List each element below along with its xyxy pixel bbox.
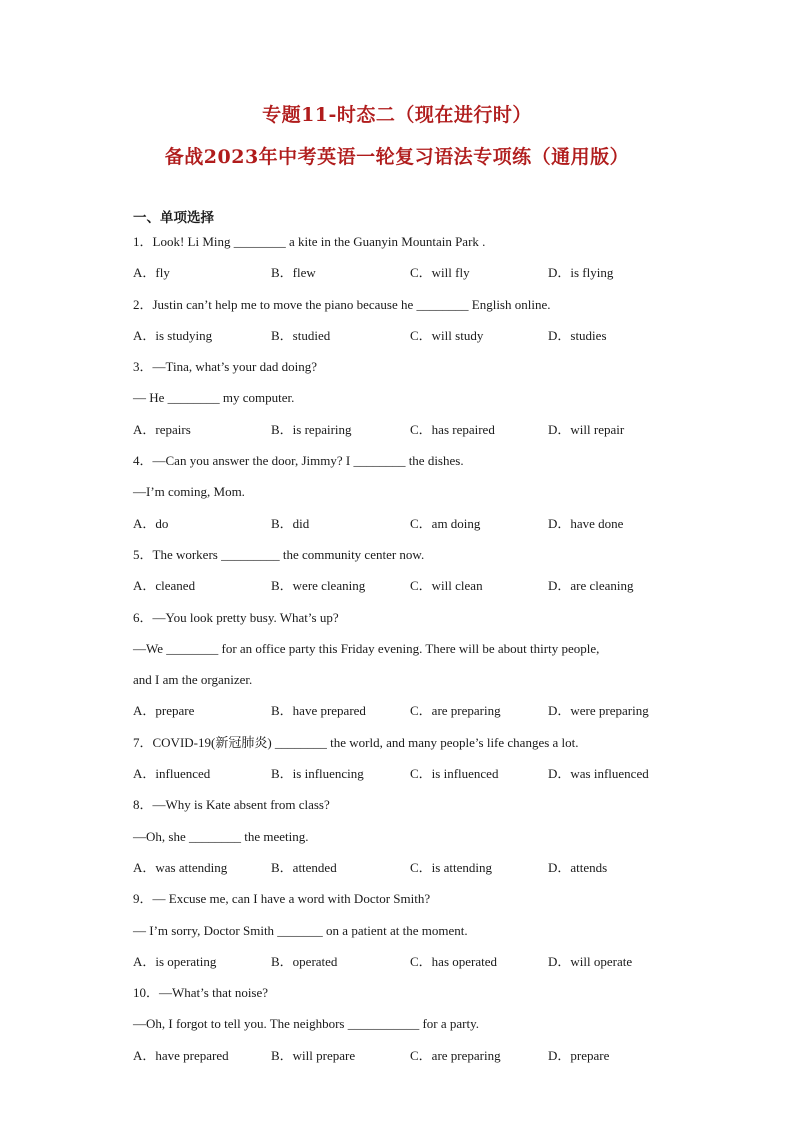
question-dialogue-line: — I’m sorry, Doctor Smith _______ on a patient at the moment. (133, 922, 468, 938)
question-dialogue-line: and I am the organizer. (133, 672, 253, 688)
option-d: D．are cleaning (548, 578, 634, 594)
option-a: A．fly (133, 265, 170, 281)
option-b: B．flew (271, 265, 316, 281)
option-a: A．was attending (133, 859, 228, 875)
question-item (133, 733, 693, 796)
option-c: C．are preparing (410, 1047, 501, 1063)
question-stem: 10．—What’s that noise? (133, 985, 269, 1001)
question-list (133, 232, 693, 1077)
question-stem: 8．—Why is Kate absent from class? (133, 797, 330, 813)
question-stem: 1．Look! Li Ming ________ a kite in the Guanyin Mountain Park . (133, 234, 486, 249)
option-c: C．will study (410, 327, 484, 343)
question-dialogue-line: —Oh, she ________ the meeting. (133, 828, 309, 844)
option-a: A．do (133, 515, 169, 531)
option-d: D．have done (548, 515, 624, 531)
question-dialogue-line: — He ________ my computer. (133, 390, 295, 406)
option-b: B．were cleaning (271, 578, 366, 594)
option-b: B．is influencing (271, 766, 364, 782)
answer-options (133, 952, 693, 983)
option-a: A．cleaned (133, 578, 196, 594)
document-title: 专题11-时态二（现在进行时） (262, 104, 532, 126)
option-b: B．will prepare (271, 1047, 356, 1063)
question-item (133, 983, 693, 1077)
answer-options (133, 701, 693, 732)
question-dialogue-line: —Oh, I forgot to tell you. The neighbors ___________ for a party. (133, 1016, 480, 1032)
question-dialogue-line: —We ________ for an office party this Friday evening. There will be about thirty people, (133, 640, 600, 656)
answer-options (133, 858, 693, 889)
question-stem: 7．COVID-19(新冠肺炎) ________ the world, and many people’s life changes a lot. (133, 734, 579, 750)
option-c: C．will fly (410, 265, 470, 281)
answer-options (133, 263, 693, 294)
question-stem: 5．The workers _________ the community center now. (133, 546, 425, 562)
answer-options (133, 764, 693, 795)
option-d: D．attends (548, 859, 608, 875)
option-a: A．repairs (133, 421, 191, 437)
question-item (133, 232, 693, 295)
option-b: B．operated (271, 953, 338, 969)
option-d: D．will operate (548, 953, 633, 969)
option-a: A．prepare (133, 703, 195, 719)
option-c: C．are preparing (410, 703, 501, 719)
option-c: C．has operated (410, 953, 498, 969)
option-d: D．was influenced (548, 766, 649, 782)
option-c: C．is attending (410, 859, 492, 875)
option-a: A．is studying (133, 327, 213, 343)
document-subtitle: 备战2023年中考英语一轮复习语法专项练（通用版） (164, 146, 630, 168)
option-c: C．will clean (410, 578, 483, 594)
answer-options (133, 420, 693, 451)
section-heading: 一、单项选择 (133, 210, 214, 226)
question-item (133, 608, 693, 733)
option-c: C．is influenced (410, 766, 499, 782)
question-stem: 9．— Excuse me, can I have a word with Doctor Smith? (133, 891, 431, 907)
option-d: D．is flying (548, 265, 614, 281)
question-item (133, 889, 693, 983)
question-dialogue-line: —I’m coming, Mom. (133, 484, 245, 500)
option-d: D．prepare (548, 1047, 610, 1063)
option-a: A．is operating (133, 953, 217, 969)
option-b: B．studied (271, 327, 331, 343)
option-b: B．is repairing (271, 421, 352, 437)
option-b: B．have prepared (271, 703, 366, 719)
question-item (133, 451, 693, 545)
question-stem: 4．—Can you answer the door, Jimmy? I ________ the dishes. (133, 453, 464, 469)
option-b: B．did (271, 515, 310, 531)
option-d: D．were preparing (548, 703, 649, 719)
answer-options (133, 514, 693, 545)
answer-options (133, 1046, 693, 1077)
question-item (133, 795, 693, 889)
option-a: A．influenced (133, 766, 211, 782)
question-stem: 2．Justin can’t help me to move the piano because he ________ English online. (133, 296, 551, 312)
option-b: B．attended (271, 859, 337, 875)
question-item (133, 295, 693, 358)
option-c: C．has repaired (410, 421, 495, 437)
question-item (133, 545, 693, 608)
question-stem: 6．—You look pretty busy. What’s up? (133, 609, 339, 625)
question-item (133, 357, 693, 451)
answer-options (133, 576, 693, 607)
option-d: D．will repair (548, 421, 625, 437)
option-d: D．studies (548, 327, 607, 343)
option-a: A．have prepared (133, 1047, 229, 1063)
option-c: C．am doing (410, 515, 481, 531)
answer-options (133, 326, 693, 357)
question-stem: 3．—Tina, what’s your dad doing? (133, 359, 318, 375)
